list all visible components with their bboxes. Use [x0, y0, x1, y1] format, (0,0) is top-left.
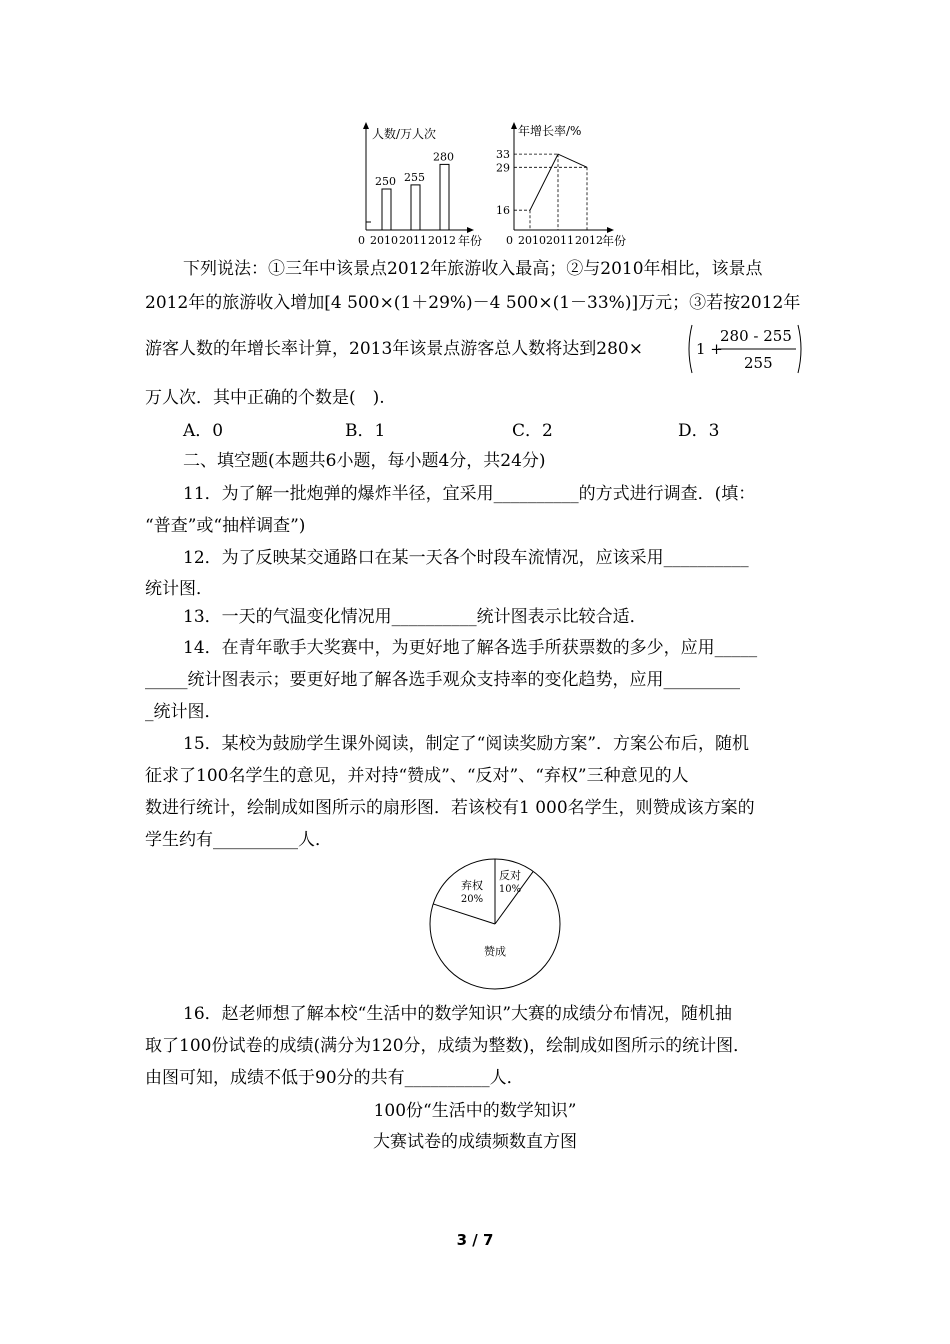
pie-chart	[420, 855, 570, 993]
q15-line-4: 学生约有__________人．	[145, 830, 332, 850]
bar-chart-xlabel: 年份	[458, 234, 483, 248]
histogram-title-line-2: 大赛试卷的成绩频数直方图	[373, 1132, 577, 1152]
q12-line-2: 统计图．	[145, 579, 213, 599]
line-chart-ylabel: 年增长率/%	[518, 124, 582, 138]
pie-pct-1: 20%	[460, 894, 484, 905]
bar-chart-origin: 0	[358, 234, 365, 247]
q15-line-1: 15．某校为鼓励学生课外阅读，制定了“阅读奖励方案”．方案公布后，随机	[183, 734, 750, 754]
pie-boundary	[433, 904, 495, 924]
line-chart-x-arrow	[607, 227, 614, 233]
option-a: A．0	[183, 421, 224, 441]
right-paren	[798, 325, 801, 373]
q14-line-3: _统计图．	[145, 702, 222, 722]
bar-value-label: 250	[375, 175, 396, 188]
bar-2011	[411, 185, 420, 230]
line-x-tick-label: 2012	[575, 234, 603, 247]
pie-label-1: 弃权	[461, 879, 483, 892]
line-tick-label: 33	[496, 148, 510, 162]
q10-line-4: 万人次．其中正确的个数是( ).	[145, 388, 385, 408]
q14-line-2: _____统计图表示；要更好地了解各选手观众支持率的变化趋势，应用_________	[145, 670, 740, 690]
bar-tick-label: 2010	[370, 234, 398, 247]
bar-chart-x-arrow	[467, 227, 474, 233]
bar-chart-ylabel: 人数/万人次	[372, 127, 437, 141]
q16-line-3: 由图可知，成绩不低于90分的共有__________人．	[145, 1068, 524, 1088]
q12-line-1: 12．为了反映某交通路口在某一天各个时段车流情况，应该采用__________	[183, 548, 749, 568]
q16-line-2: 取了100份试卷的成绩(满分为120分，成绩为整数)，绘制成如图所示的统计图．	[145, 1036, 751, 1056]
page-number: 3 / 7	[456, 1231, 494, 1249]
q10-fraction	[684, 322, 806, 376]
histogram-title-line-1: 100份“生活中的数学知识”	[373, 1101, 577, 1121]
growth-rate-line	[530, 154, 587, 210]
bar-chart	[352, 118, 492, 250]
q16-line-1: 16．赵老师想了解本校“生活中的数学知识”大赛的成绩分布情况，随机抽	[183, 1004, 733, 1024]
bar-tick-label: 2011	[399, 234, 427, 247]
q11-line-2: “普查”或“抽样调查”)	[145, 516, 306, 536]
q14-line-1: 14．在青年歌手大奖赛中，为更好地了解各选手所获票数的多少，应用_____	[183, 638, 758, 658]
option-c: C．2	[512, 421, 553, 441]
bar-chart-y-arrow	[363, 122, 369, 129]
line-tick-label: 16	[496, 204, 510, 218]
q11-line-1: 11．为了解一批炮弹的爆炸半径，宜采用__________的方式进行调查．(填：	[183, 484, 756, 504]
q13: 13．一天的气温变化情况用__________统计图表示比较合适．	[183, 607, 647, 627]
fraction-denominator: 255	[744, 354, 773, 372]
line-x-tick-label: 2011	[546, 234, 574, 247]
bar-value-label: 280	[433, 150, 454, 164]
line-chart-y-arrow	[511, 122, 517, 129]
option-d: D．3	[678, 421, 720, 441]
bar-value-label: 255	[404, 170, 425, 184]
line-x-tick-label: 2010	[518, 234, 546, 247]
option-b: B．1	[345, 421, 386, 441]
q15-line-3: 数进行统计，绘制成如图所示的扇形图．若该校有1 000名学生，则赞成该方案的	[145, 798, 755, 818]
q10-line-2: 2012年的旅游收入增加[4 500×(1＋29%)－4 500×(1－33%)]万元；③若按2012年	[145, 293, 801, 313]
pie-label-2: 赞成	[484, 945, 506, 958]
bar-2012	[440, 164, 449, 230]
section-2-heading: 二、填空题(本题共6小题，每小题4分，共24分)	[183, 451, 546, 471]
line-tick-label: 29	[496, 161, 510, 175]
bar-2010	[382, 189, 391, 230]
line-chart	[494, 118, 634, 250]
fraction-one: 1 +	[696, 340, 723, 358]
q10-line-1: 下列说法：①三年中该景点2012年旅游收入最高；②与2010年相比，该景点	[183, 259, 763, 279]
pie-label-0: 反对	[499, 869, 521, 882]
pie-pct-0: 10%	[498, 884, 522, 895]
line-chart-xlabel: 年份	[602, 234, 627, 248]
left-paren	[689, 325, 692, 373]
line-chart-origin: 0	[506, 234, 513, 247]
fraction-numerator: 280 - 255	[720, 327, 792, 345]
q15-line-2: 征求了100名学生的意见，并对持“赞成”、“反对”、“弃权”三种意见的人	[145, 766, 689, 786]
q10-line-3: 游客人数的年增长率计算，2013年该景点游客总人数将达到280×	[145, 339, 643, 359]
bar-tick-label: 2012	[428, 234, 456, 247]
